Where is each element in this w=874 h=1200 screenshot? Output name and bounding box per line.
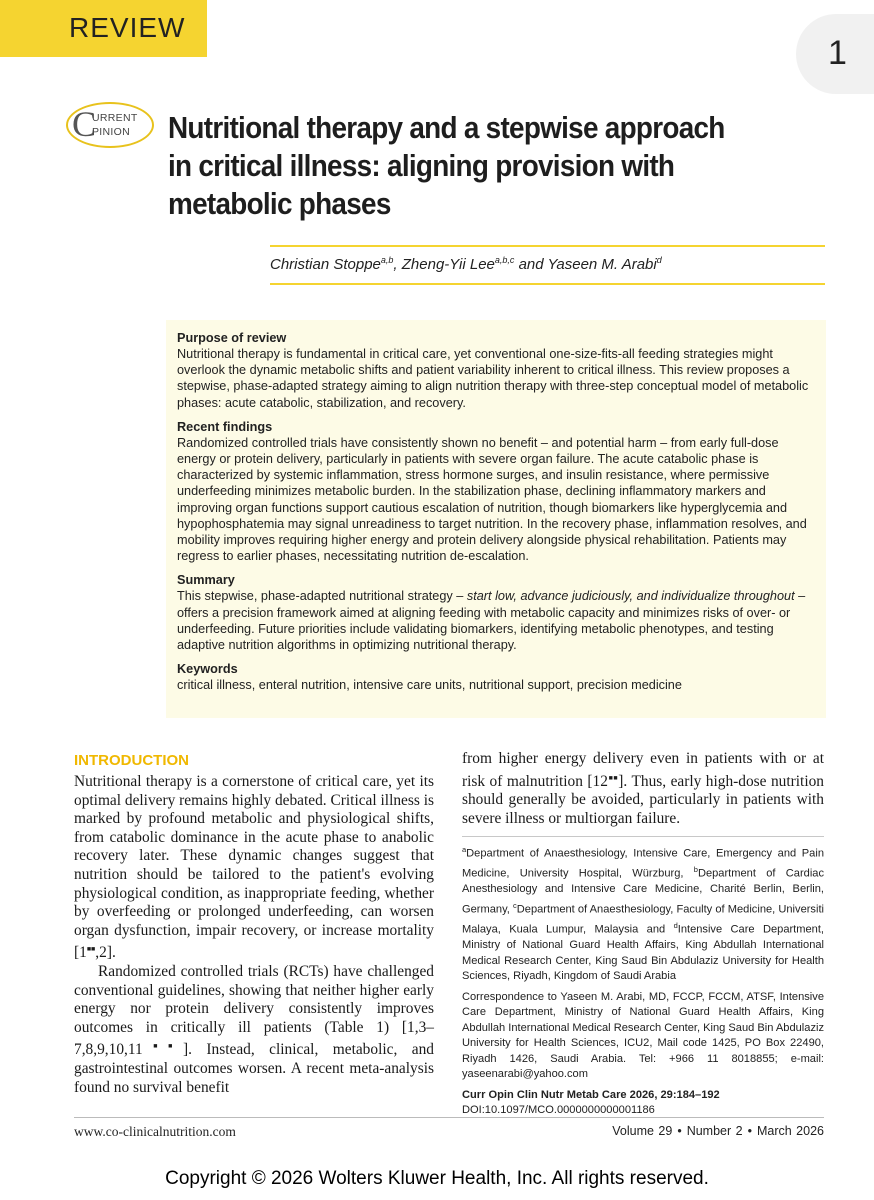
purpose-heading: Purpose of review — [177, 331, 287, 345]
affiliation-sup: a — [462, 845, 467, 854]
authors-bottom-rule — [270, 283, 825, 285]
page-number: 1 — [828, 34, 847, 72]
page-number-tab — [796, 14, 874, 94]
author-name[interactable]: Christian Stoppe — [270, 256, 381, 273]
author-separator: and — [514, 256, 548, 273]
affiliation-list — [462, 842, 824, 985]
separator-dot: • — [677, 1124, 682, 1138]
summary-text — [177, 588, 816, 653]
author-separator: , — [393, 256, 402, 273]
intro-right-text: from higher energy delivery even in patients with or at risk of malnutrition [12 — [462, 750, 824, 790]
purpose-text: Nutritional therapy is fundamental in critical care, yet conventional one-size-fits-all feeding strategies might overlook the dynamic metabolic shifts and patient variability inherent to critical illness. This review proposes a stepwise, phase-adapted strategy aiming to align nutrition therapy with three-step conceptual model of metabolic phases: acute catabolic, stabilization, and recovery. — [177, 347, 809, 410]
affiliation-b: Department of Cardiac Anesthesiology and Intensive Care Medicine, Charité Berlin, Berlin, Germany, — [462, 867, 824, 916]
logo-word-current: URRENT — [92, 112, 138, 124]
issue-number: Number 2 — [686, 1124, 743, 1138]
doi[interactable]: DOI:10.1097/MCO.0000000000001186 — [462, 1104, 655, 1117]
findings-text: Randomized controlled trials have consistently shown no benefit – and potential harm – from early full-dose energy or protein delivery, particularly in patients with severe organ failure. The acute catabolic phase is characterized by systemic inflammation, stress hormone surges, and insulin resistance, where permissive underfeeding minimizes metabolic burden. In the stabilization phase, declining inflammatory markers and improving organ functions support cautious escalation of nutrition, though biomarkers like hyperglycemia and hypophosphatemia may signal unreadiness to target nutrition. In the recovery phase, inflammation resolves, and mobility improves requiring higher energy and protein delivery alongside physical rehabilitation. Patients may regress to earlier phases, necessitating nutrition de-escalation. — [177, 435, 807, 564]
affiliation-d: Intensive Care Department, Ministry of National Guard Health Affairs, King Abdullah International Medical Research Center, King Saud Bin Abdulaziz University for Health Sciences, Riyadh, Kingdom of Saudi Arabia — [462, 923, 825, 983]
issue-date: March 2026 — [756, 1124, 824, 1138]
footer-rule — [74, 1117, 824, 1118]
introduction-right-column — [462, 750, 824, 829]
author-affiliation-sup: d — [656, 255, 662, 265]
author-list — [270, 255, 825, 273]
intro-p2-end: ]. Instead, clinical, metabolic, and gastrointestinal outcomes worsen. A recent meta-analysis found no survival benefit — [74, 1041, 434, 1096]
logo-word-opinion: PINION — [92, 126, 130, 138]
volume: Volume 29 — [612, 1124, 673, 1138]
introduction-left-column — [74, 773, 434, 1097]
keywords-heading: Keywords — [177, 662, 238, 677]
correspondence: Correspondence to Yaseen M. Arabi, MD, FCCP, FCCM, ATSF, Intensive Care Department, Ministry of National Guard Health Affairs, King Abdullah International Medical Research Center, King Saud Bin Abdulaziz University for Health Sciences, ICU2, Mail code 1425, PO Box 22490, Riyadh 1426, Saudi Arabia. Tel: +966 11 8018855; e-mail: yaseenarabi@yahoo.com — [462, 990, 825, 1081]
keywords-text: critical illness, enteral nutrition, intensive care units, nutritional support, precision medicine — [177, 678, 682, 693]
author-affiliation-sup: a,b — [380, 255, 394, 265]
intro-paragraph-1 — [74, 773, 434, 963]
intro-p2-text: Randomized controlled trials (RCTs) have challenged conventional guidelines, showing that neither higher early energy nor protein delivery consistently improves outcomes in critically ill patients (Table 1) [1,3–7,8,9,10,11 — [74, 963, 434, 1059]
summary-heading: Summary — [177, 573, 235, 588]
section-label-tab — [0, 0, 207, 57]
affiliation-sup: d — [673, 921, 678, 931]
reference-mark: ■■ — [86, 945, 96, 954]
findings-heading: Recent findings — [177, 419, 273, 434]
journal-citation: Curr Opin Clin Nutr Metab Care 2026, 29:184–192 — [462, 1088, 720, 1101]
affiliations-block — [462, 842, 824, 1119]
affiliation-a: Department of Anaesthesiology, Intensive Care, Emergency and Pain Medicine, University Hospital, Würzburg, — [462, 847, 824, 880]
current-opinion-logo — [66, 102, 154, 148]
intro-p1-end: ,2]. — [95, 944, 116, 962]
author-name[interactable]: Yaseen M. Arabi — [547, 256, 657, 273]
affiliation-sup: b — [693, 865, 698, 875]
author-name[interactable]: Zheng-Yii Lee — [401, 256, 495, 273]
abstract-box — [166, 320, 826, 718]
summary-text-end: – offers a precision framework aimed at aligning feeding with metabolic capacity and minimizes risks of over- or underfeeding. Future priorities include validating biomarkers, identifying metabolic phenotypes, and testing adaptive nutrition algorithms in optimizing nutritional therapy. — [177, 589, 806, 653]
issue-info — [612, 1124, 824, 1138]
affiliation-c: Department of Anaesthesiology, Faculty of Medicine, Universiti Malaya, Kuala Lumpur, Malaysia and — [462, 903, 824, 936]
author-affiliation-sup: a,b,c — [494, 255, 515, 265]
logo-letter: C — [72, 104, 97, 144]
intro-p1-text: Nutritional therapy is a cornerstone of critical care, yet its optimal delivery remains highly debated. Critical illness is marked by profound metabolic and physiological shifts, from catabolic dominance in the acute phase to anabolic recovery later. These dynamic changes suggest that nutrition should be tailored to the patient's evolving physiological condition, as inappropriate feeding, whether by overfeeding or prolonged underfeeding, can worsen organ dysfunction, impair recovery, or increase mortality [1 — [74, 773, 434, 962]
summary-italic-phrase: start low, advance judiciously, and individualize throughout — [466, 589, 795, 604]
intro-right-end: ]. Thus, early high-dose nutrition should generally be avoided, particularly in patients with severe illness or multiorgan failure. — [462, 772, 824, 827]
journal-website[interactable]: www.co-clinicalnutrition.com — [74, 1124, 236, 1139]
affiliations-rule — [462, 836, 824, 837]
introduction-heading: INTRODUCTION — [74, 752, 189, 769]
separator-dot: • — [747, 1124, 752, 1138]
section-label: REVIEW — [69, 12, 186, 43]
intro-paragraph-2 — [74, 963, 434, 1097]
reference-mark: ■■ — [607, 773, 619, 782]
summary-text-start: This stepwise, phase-adapted nutritional strategy – — [177, 589, 467, 604]
reference-mark: ■■ — [142, 1042, 183, 1051]
authors-top-rule — [270, 245, 825, 247]
article-title: Nutritional therapy and a stepwise approach in critical illness: aligning provision with metabolic phases — [168, 110, 725, 221]
copyright-notice: Copyright © 2026 Wolters Kluwer Health, Inc. All rights reserved. — [165, 1168, 709, 1189]
affiliation-sup: c — [513, 900, 517, 910]
